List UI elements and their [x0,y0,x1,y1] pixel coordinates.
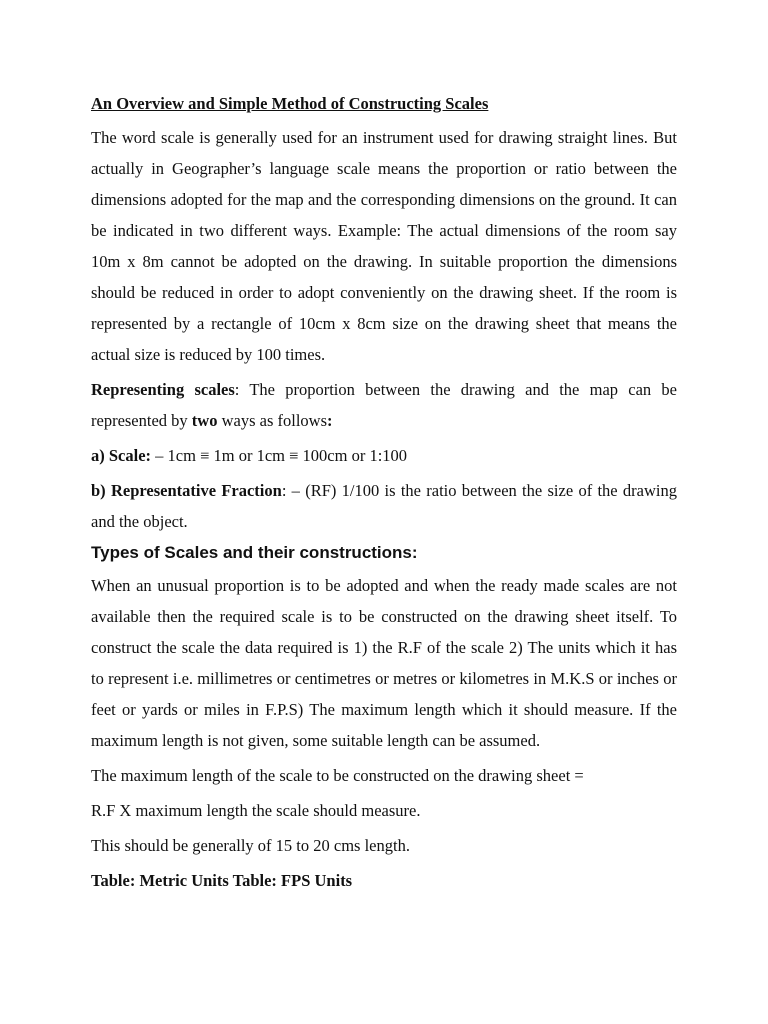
representing-bold-word: two [191,411,218,430]
tables-line [91,865,677,896]
representing-colon: : [327,411,333,430]
scale-b-label: b) Representative Fraction [91,481,282,500]
scale-b-text: : – (RF) 1/100 is the ratio between the size of the drawing and the object. [91,481,677,531]
length-note: This should be generally of 15 to 20 cms length. [91,836,410,855]
document-title: An Overview and Simple Method of Constructing Scales [91,94,489,113]
representing-scales-text: : The proportion between the drawing and the map can be represented by [91,380,678,430]
scale-b-paragraph [91,475,677,537]
max-length-line: The maximum length of the scale to be constructed on the drawing sheet = [91,766,584,785]
intro-paragraph: The word scale is generally used for an instrument used for drawing straight lines. But actually in Geographer’s language scale means the proportion or ratio between the dimensions adopted for the map and the corresponding dimensions on the ground. It can be indicated in two different ways. Example: The actual dimensions of the room say 10m x 8m cannot be adopted on the drawing. In suitable proportion the dimensions should be reduced in order to adopt conveniently on the drawing sheet. If the room is represented by a rectangle of 10cm x 8cm size on the drawing sheet that means the actual size is reduced by 100 times. [91,128,677,364]
representing-scales-label: Representing scales [91,380,235,399]
scale-a-label: a) Scale: [91,446,152,465]
formula-line: R.F X maximum length the scale should measure. [91,801,421,820]
types-heading: Types of Scales and their constructions: [91,543,418,562]
tables-label: Table: Metric Units Table: FPS Units [91,871,353,890]
types-paragraph: When an unusual proportion is to be adopted and when the ready made scales are not available then the required scale is to be constructed on the drawing sheet itself. To construct the scale the data required is 1) the R.F of the scale 2) The units which it has to represent i.e. millimetres or centimetres or metres or kilometres in M.K.S or inches or feet or yards or miles in F.P.S) The maximum length which it should measure. If the maximum length is not given, some suitable length can be assumed. [91,576,677,750]
scale-a-text: – 1cm ≡ 1m or 1cm ≡ 100cm or 1:100 [151,446,408,465]
representing-scales-text-after: ways as follows [217,411,327,430]
document-page [91,92,677,896]
scale-a-line [91,440,677,471]
representing-scales-paragraph [91,374,677,436]
